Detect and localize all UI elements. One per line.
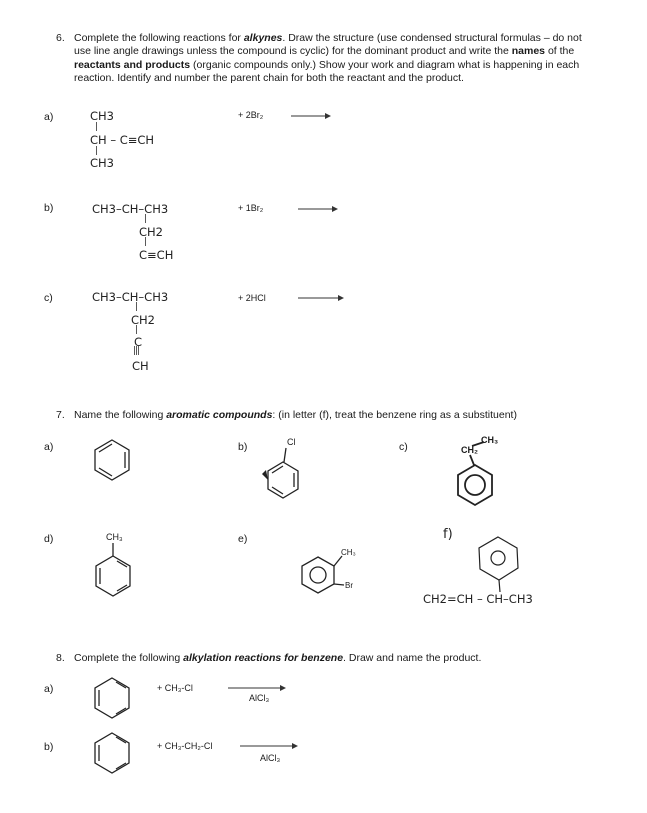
q6a-hand-mid: CH – C≡CH xyxy=(90,133,155,147)
q6-instructions: Complete the following reactions for alkynes. Draw the structure (use condensed structural formulas – do not use line angle drawings unless the compound is cyclic) for the dominant product and write the names of the reactants and products (organic compounds only.) Show your work and diagram what is happening in each reaction. Identify and number the parent chain for both the reactant and the product. xyxy=(74,32,582,85)
q7c-label: c) xyxy=(399,441,408,453)
q6c-bond: | xyxy=(135,302,139,312)
q6b-bond: | xyxy=(144,214,148,224)
q7-instructions: Name the following aromatic compounds: (in letter (f), treat the benzene ring as a substituent) xyxy=(74,409,517,421)
q7c-ch2-label: CH₂ xyxy=(461,445,478,455)
q6a-bond: | xyxy=(95,122,99,132)
q8b-label: b) xyxy=(44,741,54,753)
q7-number: 7. xyxy=(56,409,65,421)
q8a-catalyst: AlCl₃ xyxy=(249,693,270,703)
q6c-label: c) xyxy=(44,292,53,304)
q6c-bond2: | xyxy=(135,325,139,335)
q7a-label: a) xyxy=(44,441,54,453)
q7e-label: e) xyxy=(238,533,248,545)
q7f-hand-chain: CH2=CH – CH–CH3 xyxy=(423,592,533,606)
q6b-bond2: | xyxy=(144,237,148,247)
q6b-label: b) xyxy=(44,202,54,214)
q7d-ch3-label: CH₃ xyxy=(106,532,123,542)
q7b-label: b) xyxy=(238,441,248,453)
q8-instructions: Complete the following alkylation reactions for benzene. Draw and name the product. xyxy=(74,652,482,664)
q6a-label: a) xyxy=(44,111,54,123)
q6a-hand-top: CH3 xyxy=(90,109,114,123)
q6c-hand-top: CH3–CH–CH3 xyxy=(92,290,169,304)
q6c-hand-ch: CH xyxy=(132,359,149,373)
q6c-reagent: + 2HCl xyxy=(238,293,266,303)
q8b-benzene-ring xyxy=(95,733,129,773)
q8a-reagent: + CH₃-Cl xyxy=(157,683,193,693)
q8a-benzene-ring xyxy=(95,678,129,718)
q6a-bond2: | xyxy=(95,146,99,156)
q6b-reagent: + 1Br₂ xyxy=(238,203,264,213)
q6b-hand-top: CH3–CH–CH3 xyxy=(92,202,169,216)
q8-number: 8. xyxy=(56,652,65,664)
q8b-arrow xyxy=(240,743,298,749)
q6c-hand-c: C xyxy=(134,335,143,349)
q8b-reagent: + CH₃-CH₂-Cl xyxy=(157,741,213,751)
q6c-hand-ch2: CH2 xyxy=(131,313,155,327)
q6a-reagent: + 2Br₂ xyxy=(238,110,264,120)
q7b-cl-label: Cl xyxy=(287,437,296,447)
q6c-triple-bond: ||| xyxy=(133,346,140,356)
q8a-label: a) xyxy=(44,683,54,695)
q8b-catalyst: AlCl₃ xyxy=(260,753,281,763)
q7e-br-label: Br xyxy=(345,581,353,590)
q8a-arrow xyxy=(228,685,286,691)
q6-number: 6. xyxy=(56,32,65,44)
q7d-label: d) xyxy=(44,533,54,545)
q6b-hand-mid: CH2 xyxy=(139,225,163,239)
q6a-hand-bot: CH3 xyxy=(90,156,114,170)
q6b-hand-bot: C≡CH xyxy=(139,248,174,262)
q7e-ch3-label: CH₃ xyxy=(341,548,356,557)
q7f-label: f) xyxy=(443,527,453,542)
q7c-ch3-label: CH₃ xyxy=(481,435,499,445)
